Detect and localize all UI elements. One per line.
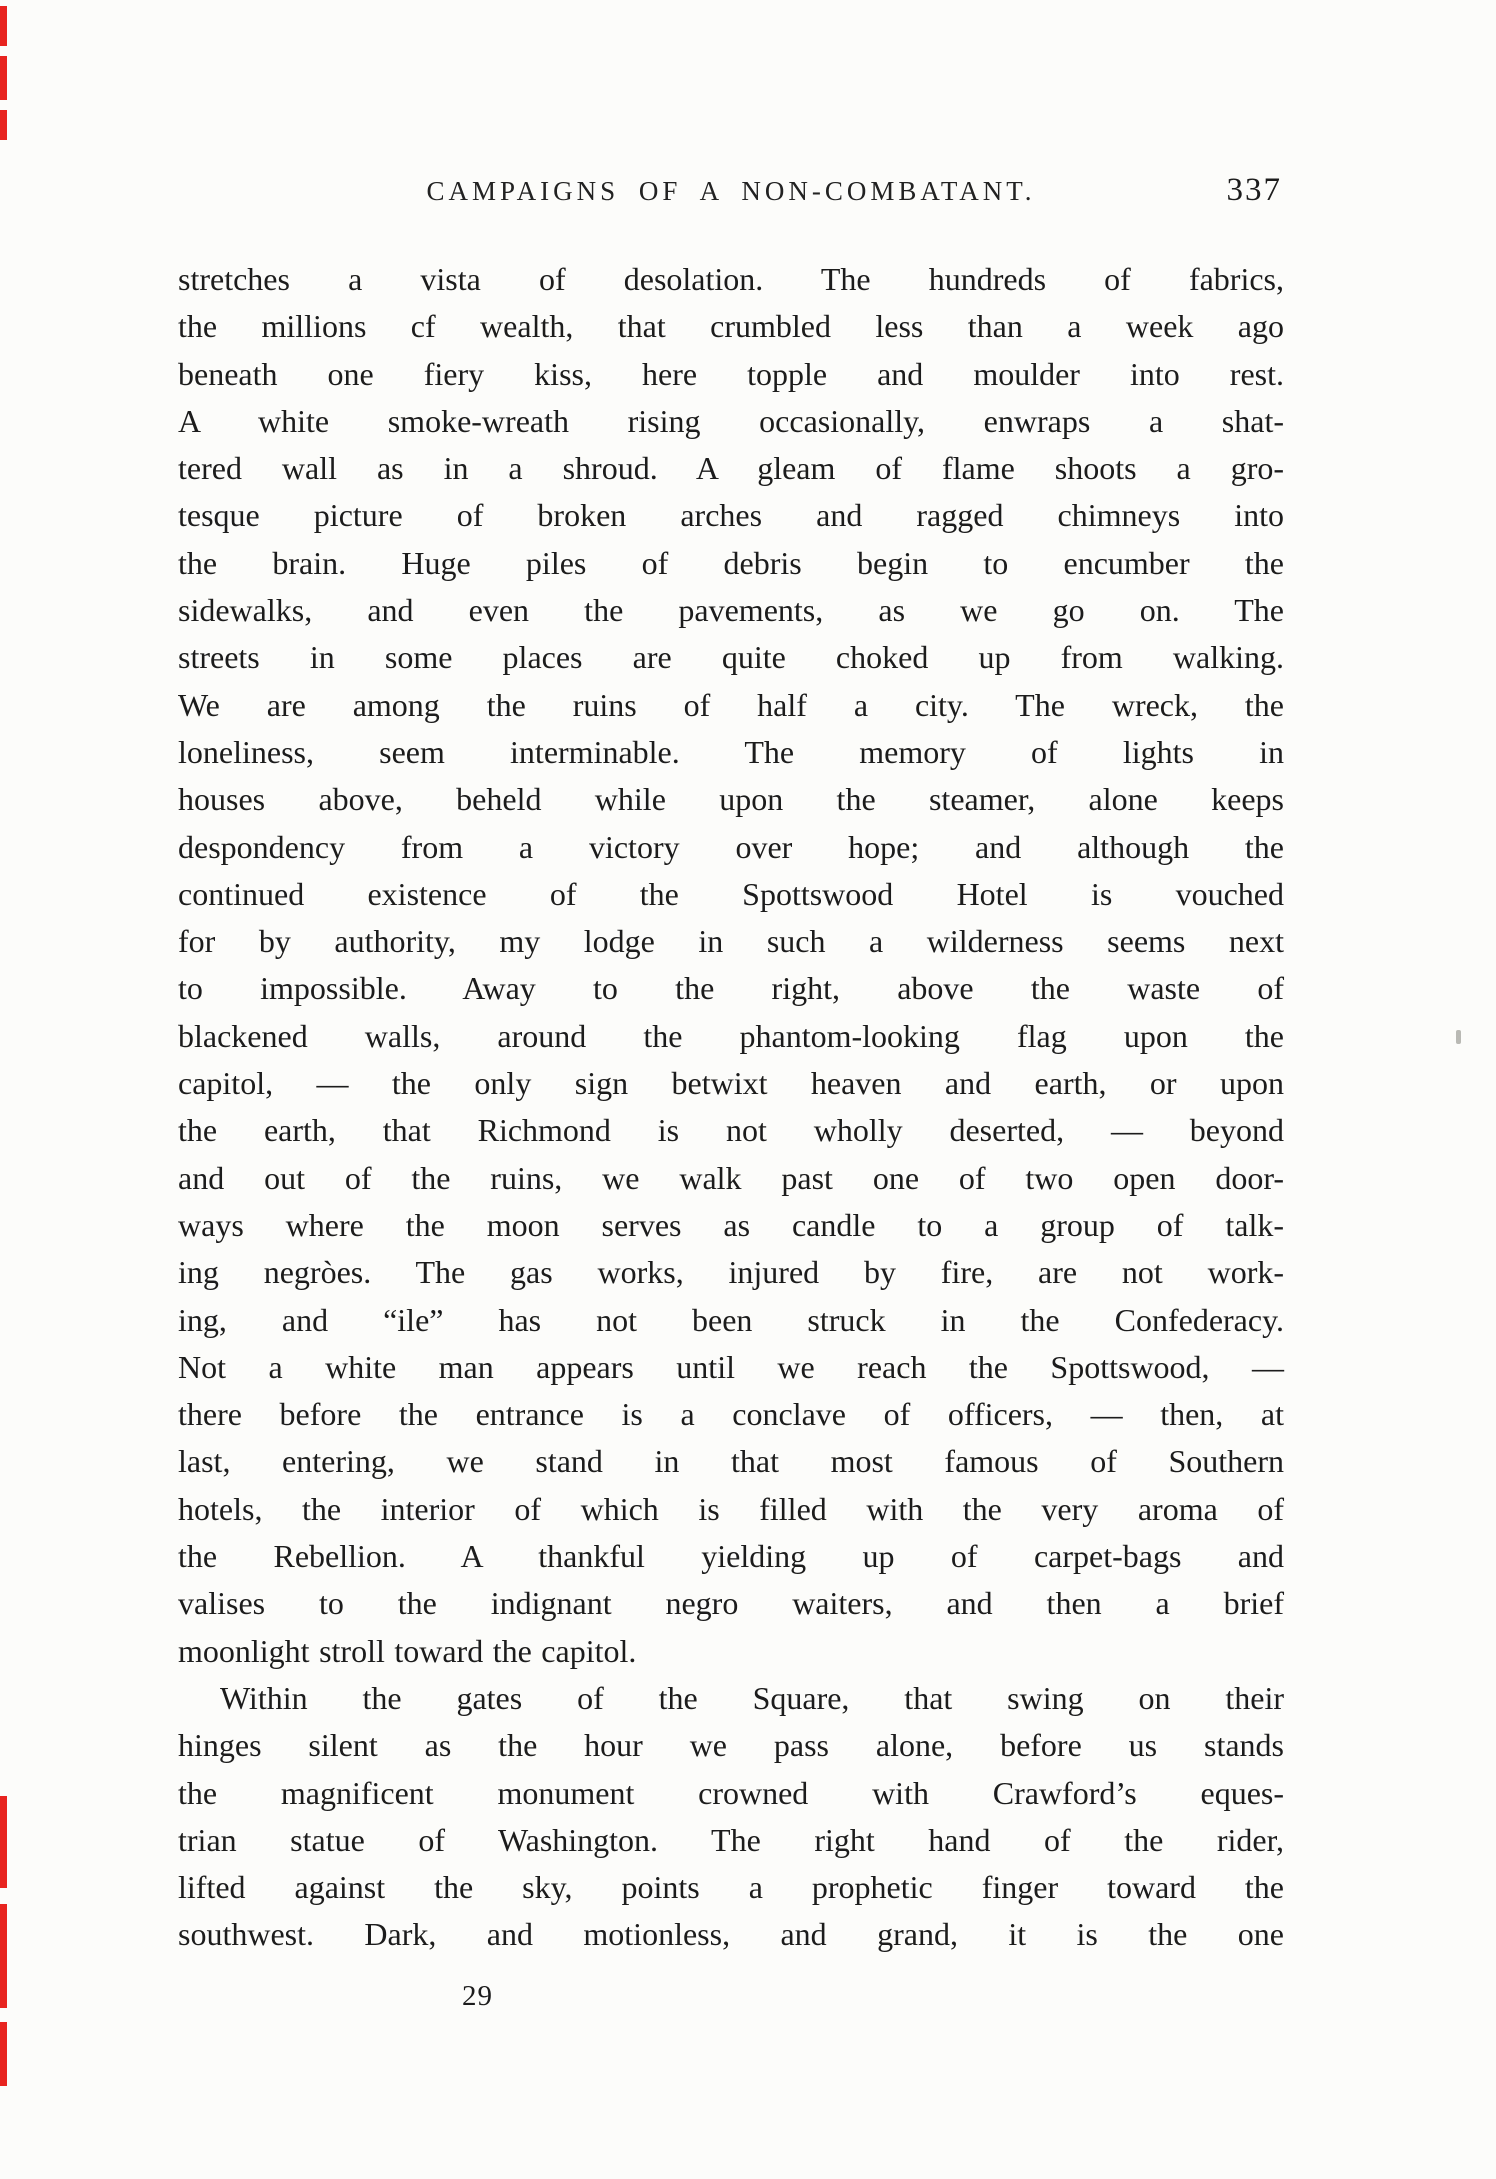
text-line: the earth, that Richmond is not wholly deserted, — beyond (178, 1112, 1284, 1149)
text-line: ing, and “ile” has not been struck in the Confederacy. (178, 1301, 1284, 1338)
text-line: continued existence of the Spottswood Hotel is vouched (178, 875, 1284, 912)
text-line: sidewalks, and even the pavements, as we go on. The (178, 592, 1284, 629)
text-line: trian statue of Washington. The right hand of the rider, (178, 1821, 1284, 1858)
text-line: last, entering, we stand in that most famous of Southern (178, 1443, 1284, 1480)
text-line: ing negròes. The gas works, injured by fire, are not work- (178, 1254, 1284, 1291)
text-line: moonlight stroll toward the capitol. (178, 1632, 637, 1669)
text-line: the magnificent monument crowned with Crawford’s eques- (178, 1774, 1284, 1811)
text-line: loneliness, seem interminable. The memory of lights in (178, 733, 1284, 770)
text-line: despondency from a victory over hope; and although the (178, 828, 1284, 865)
text-line: beneath one fiery kiss, here topple and moulder into rest. (178, 355, 1284, 392)
text-line: lifted against the sky, points a prophetic finger toward the (178, 1869, 1284, 1906)
signature-mark: 29 (462, 1980, 493, 2012)
red-edge-mark-icon (0, 1796, 7, 1888)
text-line: the brain. Huge piles of debris begin to encumber the (178, 544, 1284, 581)
running-header (178, 172, 1284, 216)
red-edge-mark-icon (0, 56, 7, 100)
text-line: Within the gates of the Square, that swing on their (220, 1679, 1284, 1716)
text-line: the Rebellion. A thankful yielding up of carpet-bags and (178, 1538, 1284, 1575)
text-line: hotels, the interior of which is filled with the very aroma of (178, 1490, 1284, 1527)
text-line: the millions cf wealth, that crumbled less than a week ago (178, 308, 1284, 345)
text-line: ways where the moon serves as candle to a group of talk- (178, 1206, 1284, 1243)
running-title: CAMPAIGNS OF A NON-COMBATANT. (426, 176, 1036, 206)
text-line: valises to the indignant negro waiters, and then a brief (178, 1585, 1284, 1622)
red-edge-mark-icon (0, 2022, 7, 2086)
page-number: 337 (1226, 172, 1282, 208)
text-line: and out of the ruins, we walk past one of two open door- (178, 1159, 1284, 1196)
text-line: Not a white man appears until we reach the Spottswood, — (178, 1348, 1284, 1385)
red-edge-mark-icon (0, 1904, 7, 2008)
text-line: there before the entrance is a conclave of officers, — then, at (178, 1396, 1284, 1433)
text-line: capitol, — the only sign betwixt heaven and earth, or upon (178, 1065, 1284, 1102)
text-line: stretches a vista of desolation. The hundreds of fabrics, (178, 261, 1284, 297)
text-line: blackened walls, around the phantom-looking flag upon the (178, 1017, 1284, 1054)
text-line: southwest. Dark, and motionless, and grand, it is the one (178, 1916, 1284, 1953)
red-edge-mark-icon (0, 110, 7, 140)
page-body (178, 256, 1284, 1959)
text-line: hinges silent as the hour we pass alone, before us stands (178, 1727, 1284, 1764)
text-line: We are among the ruins of half a city. The wreck, the (178, 686, 1284, 723)
scan-speck-icon (1456, 1030, 1461, 1044)
text-line: A white smoke-wreath rising occasionally, enwraps a shat- (178, 402, 1284, 439)
text-line: streets in some places are quite choked up from walking. (178, 639, 1284, 676)
text-line: for by authority, my lodge in such a wilderness seems next (178, 923, 1284, 960)
text-line: houses above, beheld while upon the steamer, alone keeps (178, 781, 1284, 818)
text-line: tered wall as in a shroud. A gleam of flame shoots a gro- (178, 450, 1284, 487)
text-line: tesque picture of broken arches and ragged chimneys into (178, 497, 1284, 534)
text-line: to impossible. Away to the right, above the waste of (178, 970, 1284, 1007)
red-edge-mark-icon (0, 6, 7, 46)
